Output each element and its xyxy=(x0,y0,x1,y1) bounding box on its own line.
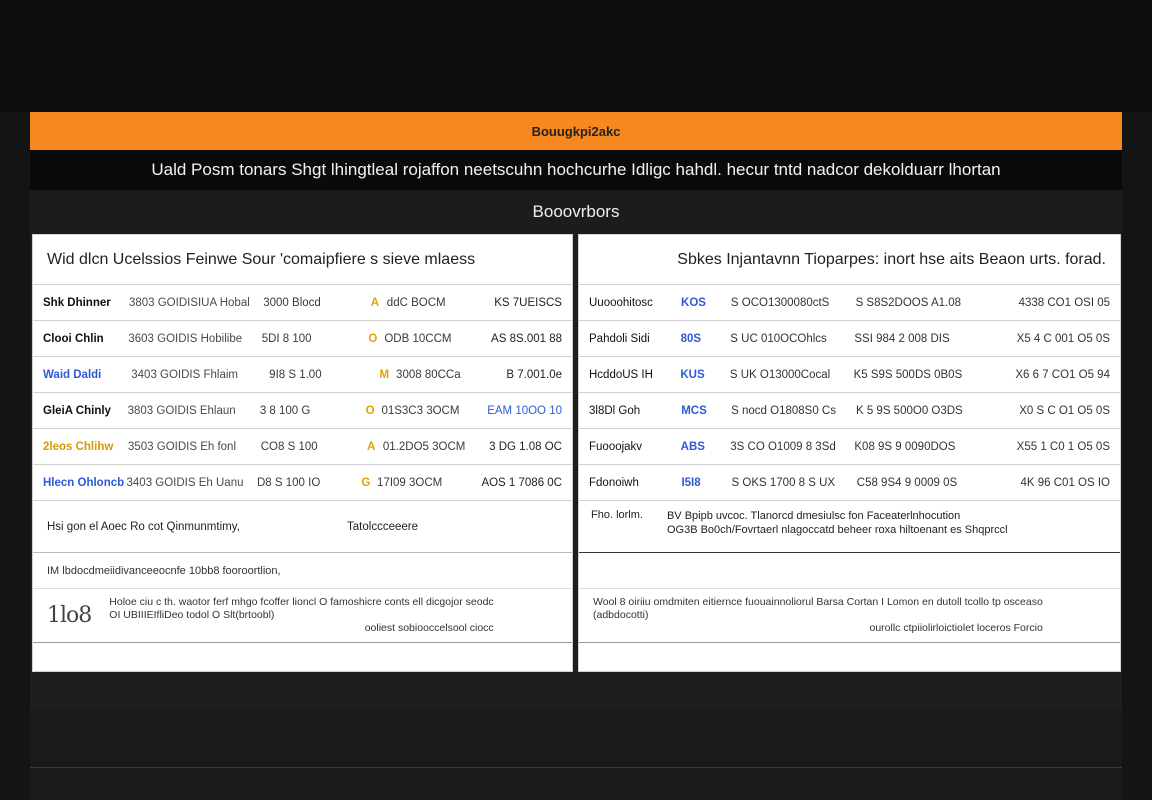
table-row[interactable] xyxy=(33,320,572,357)
app-frame xyxy=(30,112,1122,800)
right-panel-title: Sbkes Injantavnn Tioparpes: inort hse aits Beaon urts. forad. xyxy=(677,251,1106,268)
row-extra: KS 7UEISCS xyxy=(494,296,562,309)
row-value: X55 1 C0 1 O5 0S xyxy=(1016,440,1110,453)
row-name: Waid Daldi xyxy=(43,368,102,381)
top-backdrop xyxy=(0,0,1152,112)
row-price: CO8 S 100 xyxy=(260,440,318,453)
row-price: 3000 Blocd xyxy=(263,296,321,309)
row-price: K08 9S 9 0090DOS xyxy=(854,440,956,453)
description-line: (adbdocotti) xyxy=(593,609,649,621)
description-lines xyxy=(593,596,1043,635)
table-row[interactable] xyxy=(579,284,1120,321)
row-price: 9I8 S 1.00 xyxy=(269,368,322,381)
row-value: ODB 10CCM xyxy=(384,332,452,345)
row-code: 3803 GOIDISIUA Hobal xyxy=(128,296,250,309)
summary-lines xyxy=(667,509,1008,544)
description-row xyxy=(579,589,1120,643)
row-extra: 3 DG 1.08 OC xyxy=(489,440,562,453)
row-price: SSI 984 2 008 DIS xyxy=(854,332,950,345)
row-value: 17I09 3OCM xyxy=(377,476,443,489)
right-panel xyxy=(578,234,1121,672)
logo-mark: 1lo8 xyxy=(47,603,92,628)
row-desc: S UC 010OCOhlcs xyxy=(730,332,827,345)
row-value: X0 S C O1 O5 0S xyxy=(1019,404,1110,417)
description-line: Wool 8 oiriiu omdmiten eitiernce fuouainnoliorul Barsa Cortan I Lomon en dutoll tcollo tp osceaso xyxy=(593,596,1043,608)
summary-row xyxy=(579,501,1120,553)
table-row[interactable] xyxy=(579,392,1120,429)
brand-title: Bouugkpi2akc xyxy=(531,123,621,139)
left-panel xyxy=(32,234,573,672)
row-value: 4338 CO1 OSI 05 xyxy=(1018,296,1110,309)
table-row[interactable] xyxy=(33,464,572,501)
row-extra: EAM 10OO 10 xyxy=(487,404,562,417)
row-desc: S nocd O1808S0 Cs xyxy=(731,404,836,417)
summary-line: OG3B Bo0ch/Fovrtaerl nlagoccatd beheer roxa hiltoenant es Shqprccl xyxy=(666,524,1008,536)
note-row xyxy=(33,553,572,589)
row-extra: AOS 1 7086 0C xyxy=(481,476,562,489)
description-lines xyxy=(109,596,493,635)
table-row[interactable] xyxy=(579,320,1120,357)
row-code: 3503 GOIDIS Eh fonl xyxy=(127,440,237,453)
subtitle-text: Uald Posm tonars Shgt lhingtleal rojaffon neetscuhn hochcurhe Idligc hahdl. hecur tntd nadcor dekolduarr lhortan xyxy=(151,160,1001,179)
summary-row xyxy=(33,501,572,553)
table-row[interactable] xyxy=(33,356,572,393)
row-desc: S UK O13000Cocal xyxy=(729,368,831,381)
bottom-strip xyxy=(30,768,1122,800)
table-row[interactable] xyxy=(33,428,572,465)
subtitle-banner xyxy=(30,150,1122,190)
row-desc: S OCO1300080ctS xyxy=(730,296,830,309)
left-panel-title: Wid dlcn Ucelssios Feinwe Sour 'comaipfiere s sieve mlaess xyxy=(47,251,476,268)
brand-bar xyxy=(30,112,1122,150)
summary-label: Hsi gon el Aoec Ro cot Qinmunmtimy, xyxy=(47,520,240,533)
row-code: 3403 GOIDIS Eh Uanu xyxy=(126,476,244,489)
row-price: D8 S 100 IO xyxy=(257,476,321,489)
row-price: K5 S9S 500DS 0B0S xyxy=(853,368,963,381)
row-code: 3403 GOIDIS Fhlaim xyxy=(131,368,238,381)
row-price: 5DI 8 100 xyxy=(261,332,312,345)
row-badge: A xyxy=(366,440,376,453)
row-value: 3008 80CCa xyxy=(396,368,461,381)
row-name: HcddoUS IH xyxy=(589,368,653,381)
table-row[interactable] xyxy=(579,464,1120,501)
table-row[interactable] xyxy=(33,284,572,321)
bottom-toolbar xyxy=(30,710,1122,768)
row-name: Fdonoiwh xyxy=(589,476,639,489)
summary-label: Fho. lorlm. xyxy=(591,509,643,521)
spacer-row xyxy=(579,553,1120,589)
row-value: X5 4 C 001 O5 0S xyxy=(1016,332,1110,345)
row-desc: S OKS 1700 8 S UX xyxy=(731,476,836,489)
row-code: MCS xyxy=(681,404,707,417)
row-badge: M xyxy=(379,368,390,381)
row-extra: B 7.001.0e xyxy=(506,368,563,381)
row-code: ABS xyxy=(680,440,705,453)
description-line: OI UBIIIEIfliDeo todol O Slt(brtoobl) xyxy=(109,609,275,621)
row-price: 3 8 100 G xyxy=(259,404,311,417)
row-code: 3803 GOIDIS Ehlaun xyxy=(127,404,236,417)
row-badge: O xyxy=(365,404,375,417)
row-name: Fuooojakv xyxy=(589,440,643,453)
table-row[interactable] xyxy=(579,356,1120,393)
row-value: 01.2DO5 3OCM xyxy=(382,440,466,453)
description-line: Holoe ciu c th. waotor ferf mhgo fcoffer lioncl O famoshicre conts ell dicgojor seodc xyxy=(109,596,494,608)
row-code: KOS xyxy=(681,296,706,309)
row-name: Hlecn Ohloncb xyxy=(43,476,125,489)
row-name: 3l8Dl Goh xyxy=(589,404,641,417)
table-row[interactable] xyxy=(579,428,1120,465)
row-name: Clooi Chlin xyxy=(43,332,104,345)
row-price: S S8S2DOOS A1.08 xyxy=(855,296,962,309)
summary-line: BV Bpipb uvcoc. Tlanorcd dmesiulsc fon Faceaterlnhocution xyxy=(666,510,961,522)
table-row[interactable] xyxy=(33,392,572,429)
row-badge: A xyxy=(370,296,379,309)
row-extra: AS 8S.001 88 xyxy=(491,332,563,345)
row-value: 4K 96 C01 OS IO xyxy=(1020,476,1110,489)
row-value: X6 6 7 CO1 O5 94 xyxy=(1015,368,1110,381)
section-title: Booovrbors xyxy=(532,202,620,221)
row-badge: G xyxy=(361,476,371,489)
description-row xyxy=(33,589,572,643)
section-header xyxy=(30,190,1122,234)
row-badge: O xyxy=(368,332,378,345)
description-line: ourollc ctpiiolirloictiolet loceros Forcio xyxy=(869,622,1043,634)
row-price: K 5 9S 500O0 O3DS xyxy=(855,404,963,417)
row-name: GleiA Chinly xyxy=(43,404,111,417)
row-name: 2leos Chlihw xyxy=(43,440,114,453)
row-name: Uuooohitosc xyxy=(589,296,653,309)
row-code: I5I8 xyxy=(681,476,701,489)
row-value: ddC BOCM xyxy=(386,296,446,309)
description-line: ooliest sobiooccelsool ciocc xyxy=(364,622,494,634)
row-code: 80S xyxy=(680,332,702,345)
row-name: Shk Dhinner xyxy=(43,296,111,309)
row-name: Pahdoli Sidi xyxy=(589,332,650,345)
row-desc: 3S CO O1009 8 3Sd xyxy=(730,440,836,453)
row-price: C58 9S4 9 0009 0S xyxy=(856,476,958,489)
row-code: KUS xyxy=(680,368,705,381)
row-code: 3603 GOIDIS Hobilibe xyxy=(128,332,243,345)
summary-value: Tatolccceeere xyxy=(347,520,418,533)
row-value: 01S3C3 3OCM xyxy=(381,404,460,417)
note-text: IM lbdocdmeiidivanceeocnfe 10bb8 fooroortlion, xyxy=(47,564,281,577)
